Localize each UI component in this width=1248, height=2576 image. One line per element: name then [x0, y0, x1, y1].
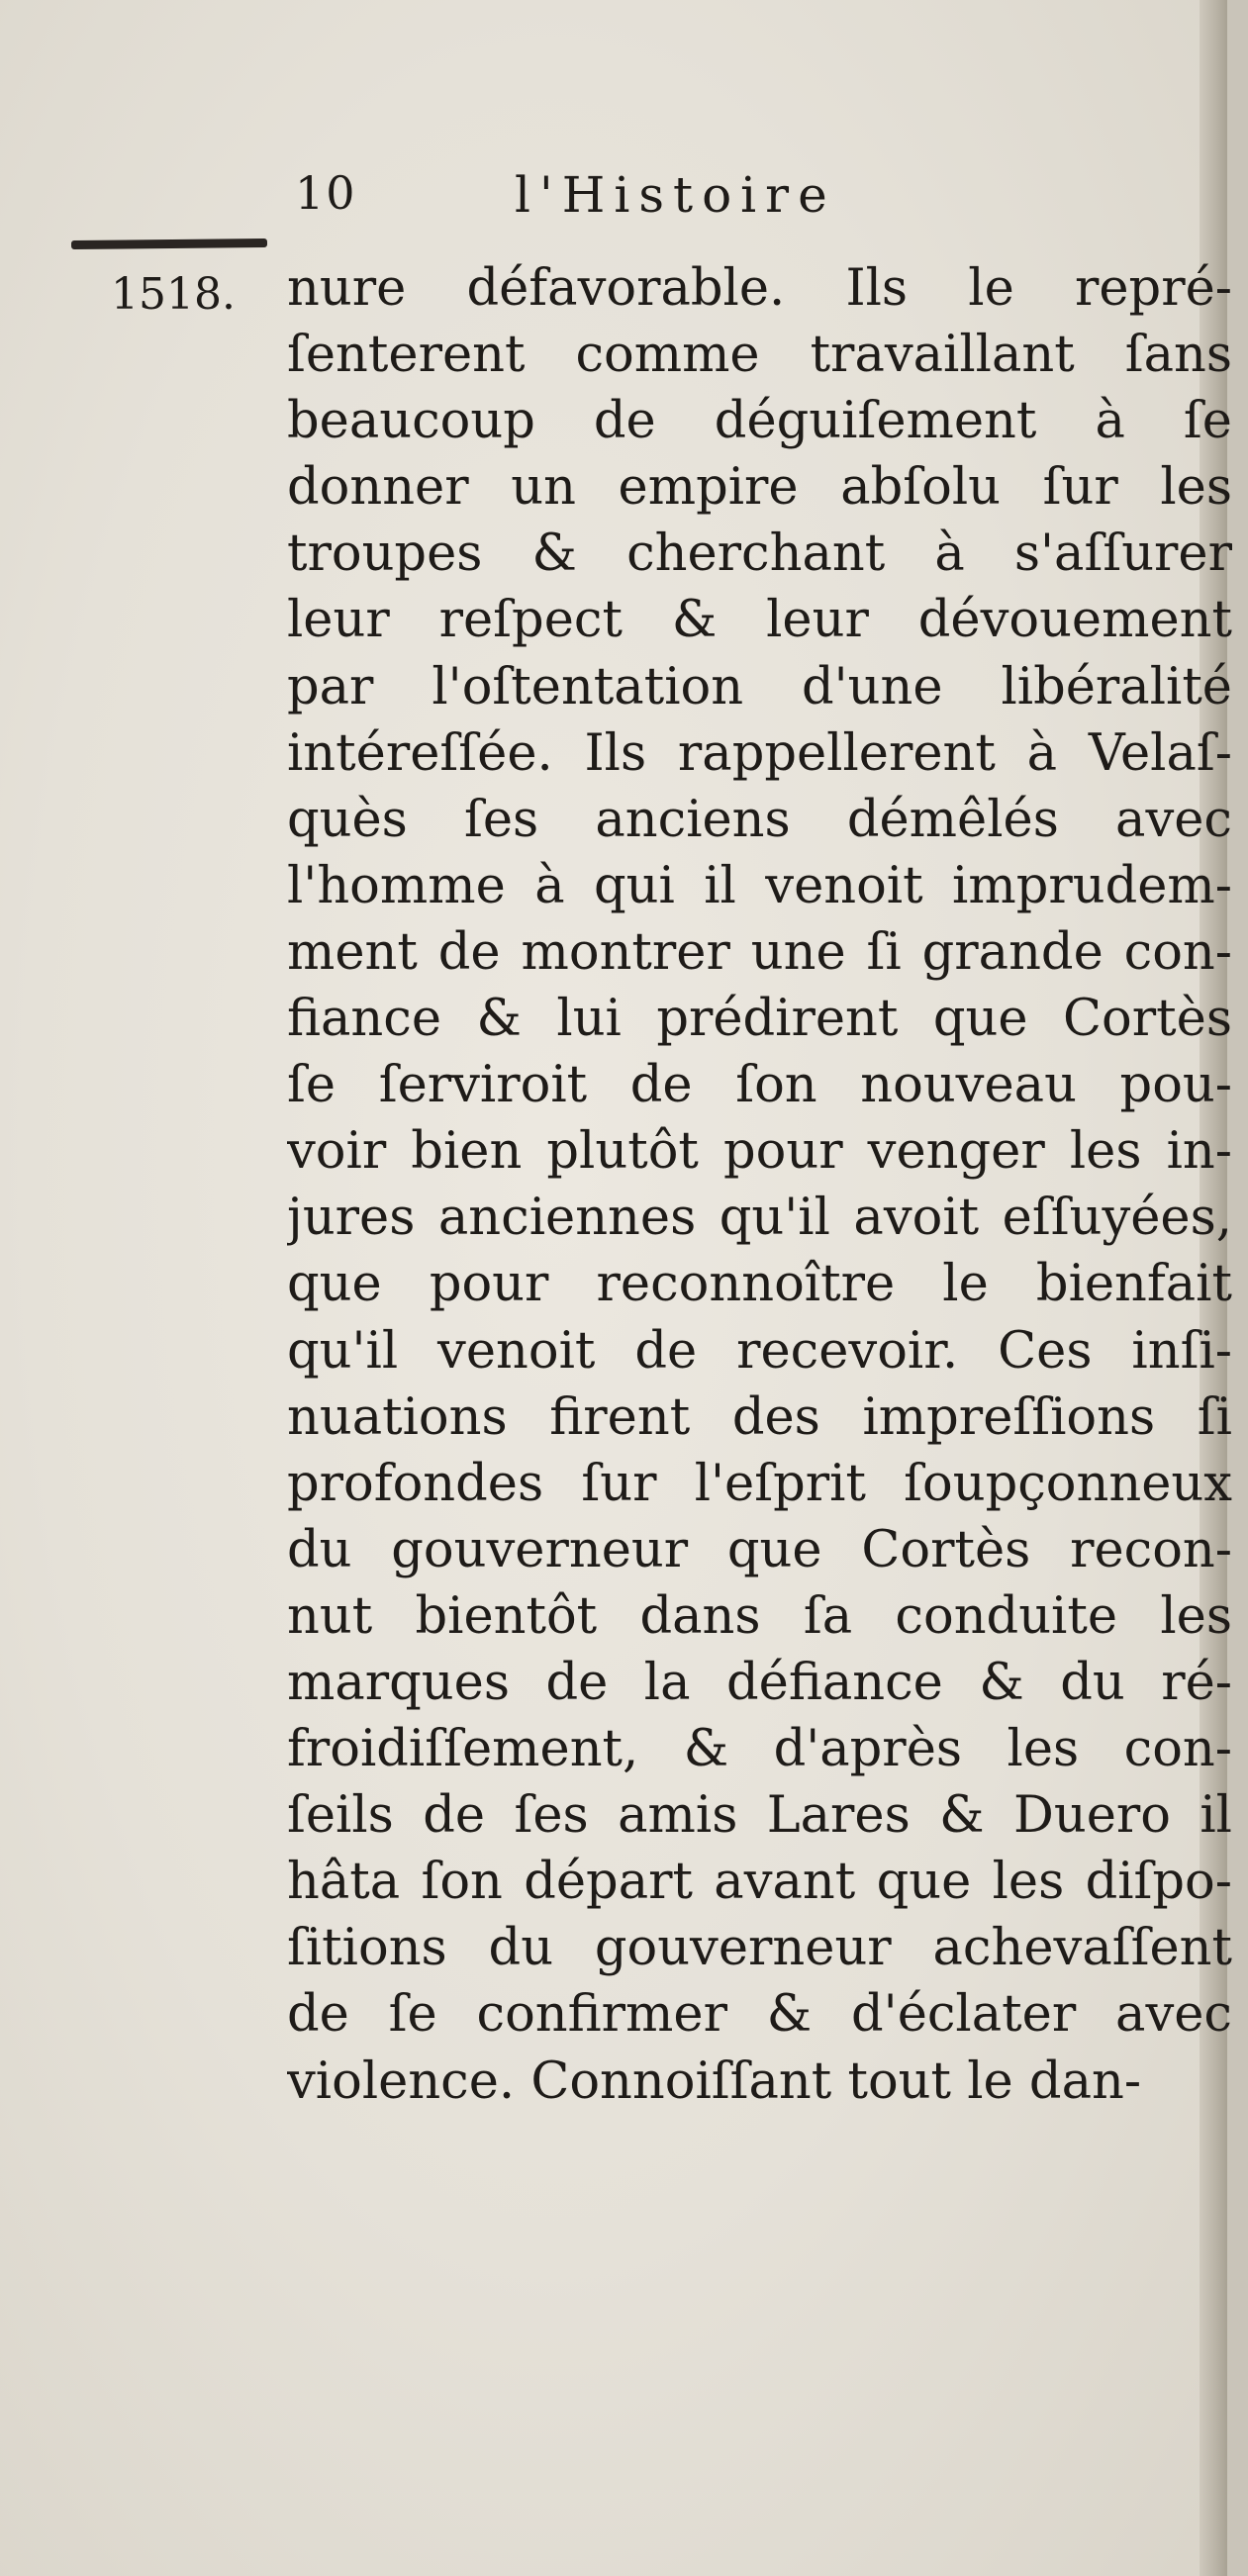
text-line: beaucoup de déguiſement à ſe [287, 392, 1232, 451]
margin-rule [71, 239, 267, 249]
text-line: ſenterent comme travaillant ſans [287, 326, 1232, 385]
text-line: l'homme à qui il venoit imprudem- [287, 856, 1232, 915]
text-line: ſeils de ſes amis Lares & Duero il [287, 1786, 1232, 1846]
page-number: 10 [295, 166, 357, 220]
text-line: profondes ſur l'eſprit ſoupçonneux [287, 1454, 1232, 1513]
text-line: nut bientôt dans ſa conduite les [287, 1586, 1232, 1646]
text-line: nure défavorable. Ils le repré- [287, 259, 1232, 318]
text-line: froidiſſement, & d'après les con- [287, 1720, 1232, 1779]
text-line: violence. Connoiſſant tout le dan- [287, 2051, 1142, 2111]
text-line: ſe ſerviroit de ſon nouveau pou- [287, 1056, 1232, 1115]
text-line: quès ſes anciens démêlés avec [287, 790, 1232, 849]
text-line: intéreſſée. Ils rappellerent à Velaſ- [287, 723, 1232, 783]
text-line: hâta ſon départ avant que les diſpo- [287, 1853, 1232, 1912]
text-line: que pour reconnoître le bienfait [287, 1255, 1232, 1314]
text-line: de ſe confirmer & d'éclater avec [287, 1985, 1232, 2045]
text-line: nuations firent des impreſſions ſi [287, 1387, 1232, 1447]
running-head [295, 166, 988, 226]
text-line: marques de la défiance & du ré- [287, 1653, 1232, 1712]
text-line: leur reſpect & leur dévouement [287, 591, 1232, 650]
text-line: ſitions du gouverneur achevaſſent [287, 1919, 1232, 1978]
text-line: donner un empire abſolu ſur les [287, 458, 1232, 518]
text-line: par l'oſtentation d'une libéralité [287, 657, 1232, 716]
text-line: voir bien plutôt pour venger les in- [287, 1122, 1232, 1182]
body-text [287, 255, 1232, 2115]
text-line: ment de montrer une ſi grande con- [287, 922, 1232, 982]
text-line: troupes & cherchant à s'aſſurer [287, 525, 1232, 584]
text-line: fiance & lui prédirent que Cortès [287, 990, 1232, 1049]
margin-year: 1518. [111, 269, 236, 320]
text-line: jures anciennes qu'il avoit eſſuyées, [287, 1189, 1232, 1248]
running-title: l'Histoire [515, 166, 836, 224]
text-line: du gouverneur que Cortès recon- [287, 1520, 1232, 1579]
text-line: qu'il venoit de recevoir. Ces inſi- [287, 1321, 1232, 1381]
